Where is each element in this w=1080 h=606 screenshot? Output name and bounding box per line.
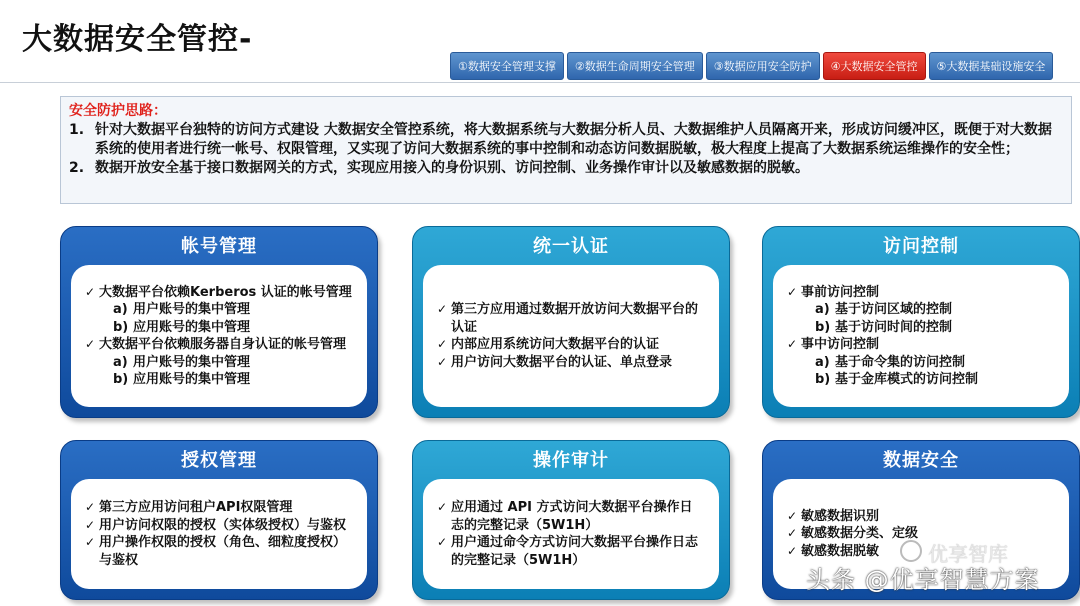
bullet-text: 敏感数据识别 bbox=[801, 508, 880, 524]
sub-text: 基于访问区域的控制 bbox=[835, 302, 953, 317]
bullet-text: 事前访问控制 bbox=[801, 284, 880, 300]
card-operation-audit bbox=[412, 440, 730, 600]
watermark-logo-icon bbox=[900, 540, 922, 562]
section-tabs bbox=[450, 52, 1053, 80]
tab-data-application-protection[interactable]: ③数据应用安全防护 bbox=[706, 52, 820, 80]
check-icon: ✓ bbox=[787, 526, 798, 541]
check-icon: ✓ bbox=[787, 337, 798, 351]
bullet-text: 敏感数据分类、定级 bbox=[801, 526, 919, 542]
bullet-text: 用户访问权限的授权（实体级授权）与鉴权 bbox=[99, 517, 347, 533]
check-icon: ✓ bbox=[787, 284, 798, 299]
card-unified-auth bbox=[412, 226, 730, 418]
sub-marker: b) bbox=[113, 372, 129, 387]
sub-marker: b) bbox=[113, 319, 129, 335]
sub-text: 用户账号的集中管理 bbox=[133, 302, 251, 317]
sub-text: 应用账号的集中管理 bbox=[133, 372, 251, 387]
check-icon: ✓ bbox=[787, 508, 798, 523]
bullet-text: 大数据平台依赖Kerberos 认证的帐号管理 bbox=[99, 284, 352, 300]
sub-marker: a) bbox=[815, 354, 830, 370]
tab-big-data-control[interactable]: ④大数据安全管控 bbox=[823, 52, 926, 80]
card-title: 操作审计 bbox=[533, 450, 609, 471]
check-icon: ✓ bbox=[85, 535, 96, 549]
card-body bbox=[71, 265, 367, 407]
intro-panel bbox=[60, 96, 1072, 204]
sub-text: 基于访问时间的控制 bbox=[835, 319, 953, 335]
check-icon: ✓ bbox=[85, 500, 96, 514]
intro-item bbox=[69, 121, 1063, 159]
bullet-text: 用户访问大数据平台的认证、单点登录 bbox=[451, 354, 673, 370]
card-body bbox=[71, 479, 367, 589]
card-title: 数据安全 bbox=[883, 450, 959, 471]
sub-marker: b) bbox=[815, 372, 831, 387]
bullet-text: 内部应用系统访问大数据平台的认证 bbox=[451, 337, 660, 352]
card-title: 统一认证 bbox=[533, 236, 609, 257]
bullet-text: 应用通过 API 方式访问大数据平台操作日志的完整记录（5W1H） bbox=[451, 500, 693, 533]
bullet-text: 用户操作权限的授权（角色、细粒度授权）与鉴权 bbox=[99, 535, 347, 568]
check-icon: ✓ bbox=[437, 500, 448, 514]
check-icon: ✓ bbox=[85, 284, 96, 299]
card-authorization bbox=[60, 440, 378, 600]
bullet-text: 事中访问控制 bbox=[801, 337, 880, 352]
card-body bbox=[423, 265, 719, 407]
sub-text: 基于金库模式的访问控制 bbox=[835, 372, 979, 387]
card-title: 帐号管理 bbox=[181, 236, 257, 257]
check-icon: ✓ bbox=[787, 543, 798, 558]
tab-data-security-management[interactable]: ①数据安全管理支撑 bbox=[450, 52, 564, 80]
sub-text: 基于命令集的访问控制 bbox=[835, 354, 966, 370]
bullet-text: 第三方应用访问租户API权限管理 bbox=[99, 500, 293, 515]
bullet-text: 第三方应用通过数据开放访问大数据平台的认证 bbox=[451, 302, 699, 335]
card-access-control bbox=[762, 226, 1080, 418]
check-icon: ✓ bbox=[437, 337, 448, 351]
check-icon: ✓ bbox=[85, 337, 96, 351]
intro-item-number: 2. bbox=[69, 160, 85, 176]
watermark: 头条 @优享智慧方案 bbox=[806, 566, 1040, 594]
bullet-text: 用户通过命令方式访问大数据平台操作日志的完整记录（5W1H） bbox=[451, 535, 699, 568]
sub-marker: a) bbox=[113, 354, 128, 370]
watermark-small: 优享智库 bbox=[928, 542, 1008, 566]
intro-item bbox=[69, 159, 1063, 178]
intro-item-text: 数据开放安全基于接口数据网关的方式，实现应用接入的身份识别、访问控制、业务操作审计以及敏感数据的脱敏。 bbox=[95, 160, 809, 176]
sub-marker: b) bbox=[815, 319, 831, 335]
card-body bbox=[423, 479, 719, 589]
check-icon: ✓ bbox=[437, 535, 448, 549]
sub-marker: a) bbox=[815, 302, 830, 317]
sub-text: 用户账号的集中管理 bbox=[133, 354, 251, 370]
bullet-text: 大数据平台依赖服务器自身认证的帐号管理 bbox=[99, 337, 347, 352]
check-icon: ✓ bbox=[437, 302, 448, 316]
card-title: 访问控制 bbox=[883, 236, 959, 257]
tab-big-data-infrastructure[interactable]: ⑤大数据基础设施安全 bbox=[929, 52, 1054, 80]
header-divider bbox=[0, 82, 1080, 83]
intro-item-text: 针对大数据平台独特的访问方式建设 大数据安全管控系统，将大数据系统与大数据分析人员、大数据维护人员隔离开来，形成访问缓冲区，既便于对大数据系统的使用者进行统一帐号、权限管理，又实现了访问大数据系统的事中控制和动态访问数据脱敏，极大程度上提高了大数据系统运维操作的安全性； bbox=[95, 122, 1052, 157]
sub-marker: a) bbox=[113, 302, 128, 317]
intro-heading: 安全防护思路： bbox=[69, 103, 167, 119]
check-icon: ✓ bbox=[85, 517, 96, 532]
sub-text: 应用账号的集中管理 bbox=[133, 319, 251, 335]
intro-item-number: 1. bbox=[69, 122, 85, 138]
card-account-management bbox=[60, 226, 378, 418]
check-icon: ✓ bbox=[437, 354, 448, 369]
card-body bbox=[773, 265, 1069, 407]
card-title: 授权管理 bbox=[181, 450, 257, 471]
bullet-text: 敏感数据脱敏 bbox=[801, 543, 880, 559]
tab-data-lifecycle[interactable]: ②数据生命周期安全管理 bbox=[567, 52, 703, 80]
page-title: 大数据安全管控- bbox=[22, 22, 253, 57]
